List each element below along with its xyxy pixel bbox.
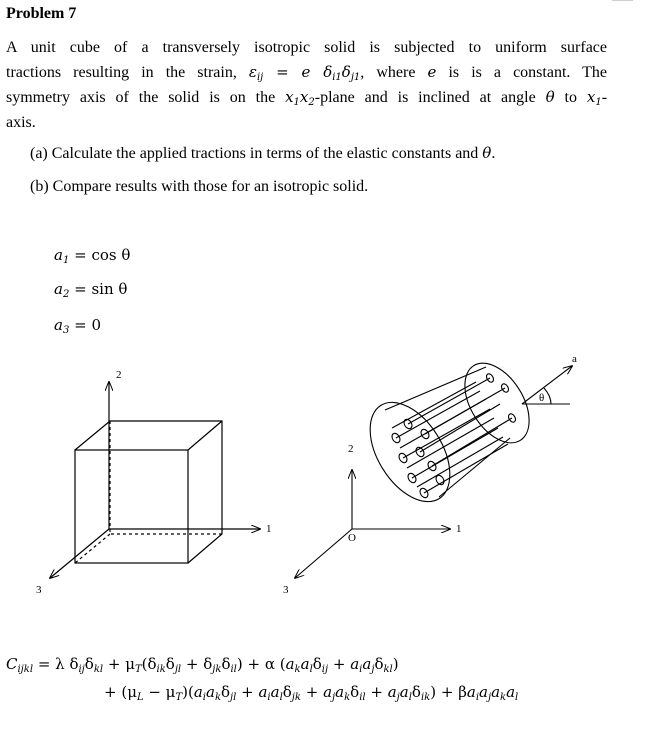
angle-arc bbox=[544, 388, 551, 404]
statement-line-2: tractions resulting in the strain, $\varepsilon_{ij} = e$ $\delta_{i1}\delta_{j1}$, where e is is a constant. The bbox=[6, 63, 608, 83]
item-b: (b) Compare results with those for an isotropic solid. bbox=[30, 178, 369, 195]
cube-back-edges bbox=[75, 421, 222, 563]
statement-line-4: axis. bbox=[6, 114, 36, 131]
statement-line-1: A unit cube of a transversely isotropic solid is subjected to uniform surface bbox=[6, 39, 607, 56]
problem-title: Problem 7 bbox=[6, 5, 77, 22]
cyl-label-3: 3 bbox=[283, 584, 289, 596]
cube-label-2: 2 bbox=[116, 369, 122, 381]
symmetry-axis-a bbox=[522, 366, 572, 404]
cube-figure bbox=[50, 382, 260, 578]
axis-a-label: a bbox=[572, 353, 577, 365]
cosine-a3: $a_3 = 0$ bbox=[54, 316, 101, 336]
cylinder-near-end bbox=[354, 388, 467, 515]
cyl-label-2: 2 bbox=[348, 443, 354, 455]
formula-line-2: + $(\mu_L - \mu_T)(a_ia_k\delta_{jl} + a_ia_l\delta_{jk} + a_ja_k\delta_{il} + a_ja_l\delta_{ik}) + \beta a_ia_ja_ka_l$ bbox=[104, 683, 519, 703]
origin-label: O bbox=[348, 532, 356, 544]
cyl-label-1: 1 bbox=[456, 523, 462, 535]
cube-label-1: 1 bbox=[266, 523, 272, 535]
angle-theta-label: θ bbox=[539, 392, 545, 404]
statement-line-3: symmetry axis of the solid is on the $x_1x_2$-plane and is inclined at angle θ to $x_1-$ bbox=[6, 88, 608, 108]
formula-line-1: $C_{ijkl} = \lambda$ $\delta_{ij}\delta_{kl} + \mu_T(\delta_{ik}\delta_{jl} + \delta_{jk}\delta_{il}) + \alpha$ $(a_ka_l\delta_{ij} + a_ia_j\delta_{kl})$ bbox=[6, 655, 399, 675]
cosine-a1: $a_1 = \cos \theta$ bbox=[54, 246, 131, 266]
fibers bbox=[392, 378, 512, 493]
cube-front-face bbox=[75, 450, 188, 563]
cube-label-3: 3 bbox=[36, 584, 42, 596]
item-a: (a) Calculate the applied tractions in terms of the elastic constants and θ. bbox=[30, 144, 496, 162]
cylinder-figure bbox=[295, 352, 572, 578]
cube-axis-3 bbox=[50, 529, 109, 578]
cyl-axis-3 bbox=[295, 529, 352, 578]
cube-hidden-edges bbox=[75, 421, 222, 563]
cosine-a2: $a_2 = \sin \theta$ bbox=[54, 280, 128, 300]
cylinder-far-end bbox=[452, 352, 543, 454]
